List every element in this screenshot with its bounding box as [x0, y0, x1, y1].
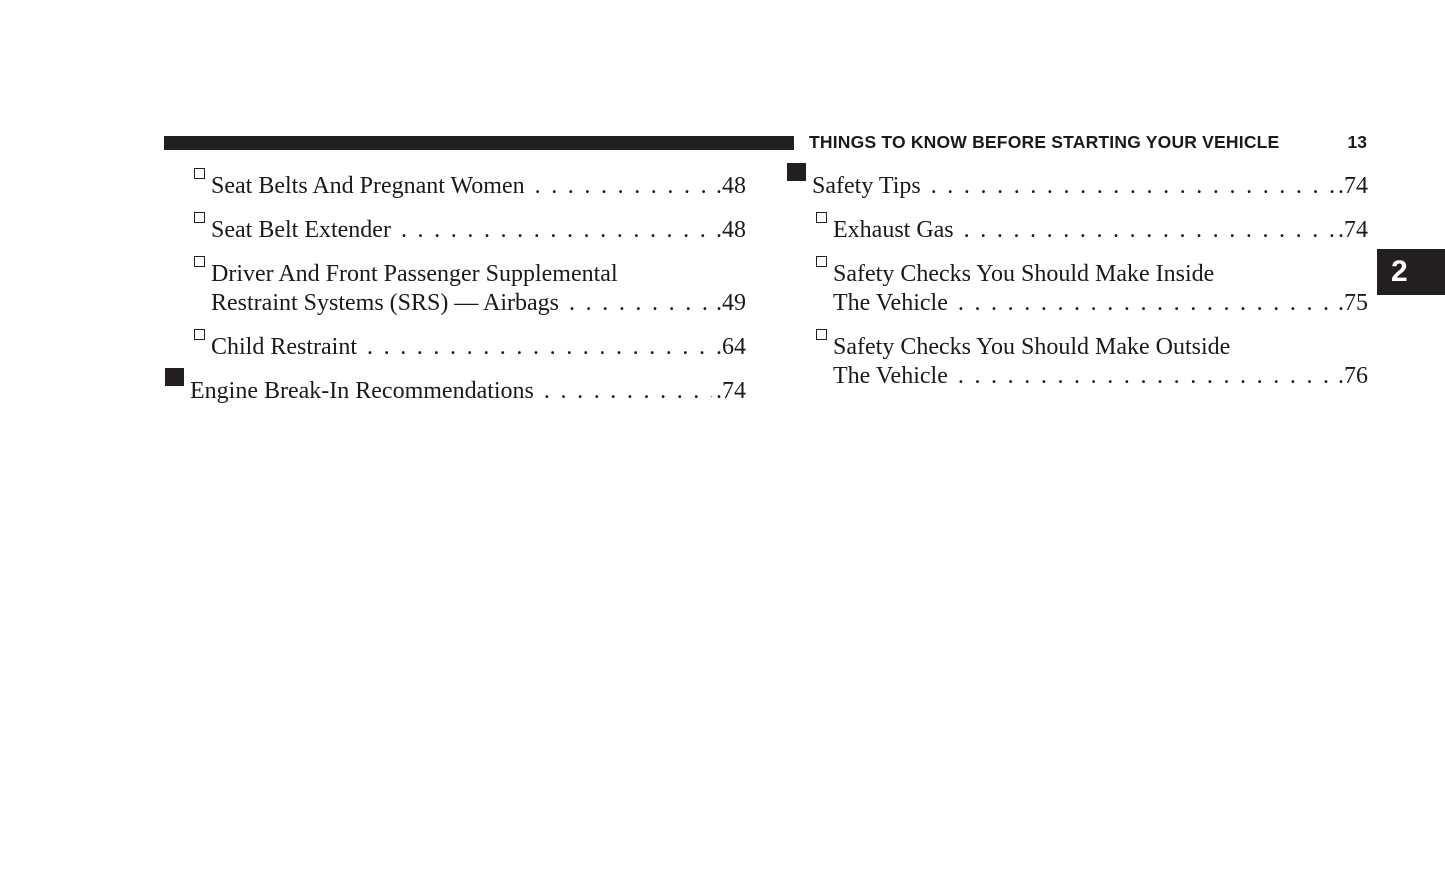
- dot-leader: [958, 362, 1334, 391]
- toc-entry[interactable]: [164, 216, 746, 245]
- open-square-bullet-icon: [815, 340, 833, 354]
- open-square-bullet-icon: [193, 179, 211, 193]
- toc-entry[interactable]: [164, 377, 746, 406]
- toc-entry-title: Child Restraint: [211, 334, 357, 360]
- toc-entry[interactable]: [164, 260, 746, 318]
- toc-entry[interactable]: [786, 260, 1368, 318]
- toc-entry-title-continued: The Vehicle: [833, 290, 948, 316]
- toc-entry-title: Driver And Front Passenger Supplemental: [211, 261, 618, 287]
- running-header-title: THINGS TO KNOW BEFORE STARTING YOUR VEHICLE: [809, 132, 1280, 152]
- open-square-bullet-icon: [193, 223, 211, 237]
- dot-leader: [535, 172, 712, 201]
- toc-entry-page: .48: [716, 173, 746, 199]
- toc-entry-page: .74: [1338, 217, 1368, 243]
- header-rule: [164, 136, 794, 150]
- toc-entry-page: .49: [716, 290, 746, 316]
- toc-right-column: [786, 172, 1368, 406]
- dot-leader: [569, 289, 712, 318]
- dot-leader: [367, 333, 712, 362]
- dot-leader: [958, 289, 1334, 318]
- filled-square-bullet-icon: [164, 384, 190, 398]
- toc-entry-title: Seat Belt Extender: [211, 217, 391, 243]
- chapter-tab[interactable]: 2: [1377, 249, 1445, 295]
- toc-entry-page: .76: [1338, 363, 1368, 389]
- toc-entry-page: .48: [716, 217, 746, 243]
- page-number: 13: [1347, 132, 1367, 152]
- open-square-bullet-icon: [193, 340, 211, 354]
- toc-entry[interactable]: [786, 172, 1368, 201]
- toc-entry-title-continued: Restraint Systems (SRS) — Airbags: [211, 290, 560, 316]
- toc-entry[interactable]: [164, 333, 746, 362]
- dot-leader: [401, 216, 712, 245]
- toc-entry[interactable]: [164, 172, 746, 201]
- toc-entry-title: Seat Belts And Pregnant Women: [211, 173, 525, 199]
- dot-leader: [964, 216, 1334, 245]
- toc-entry-page: .74: [716, 378, 746, 404]
- toc-left-column: [164, 172, 746, 421]
- open-square-bullet-icon: [815, 267, 833, 281]
- dot-leader: [544, 377, 712, 406]
- toc-entry[interactable]: [786, 216, 1368, 245]
- toc-entry[interactable]: [786, 333, 1368, 391]
- toc-entry-page: .75: [1338, 290, 1368, 316]
- toc-entry-title: Engine Break-In Recommendations: [190, 378, 534, 404]
- filled-square-bullet-icon: [786, 179, 812, 193]
- toc-entry-title-continued: The Vehicle: [833, 363, 948, 389]
- toc-entry-title: Safety Tips: [812, 173, 921, 199]
- toc-entry-page: .64: [716, 334, 746, 360]
- toc-entry-title: Exhaust Gas: [833, 217, 954, 243]
- open-square-bullet-icon: [193, 267, 211, 281]
- open-square-bullet-icon: [815, 223, 833, 237]
- toc-entry-page: .74: [1338, 173, 1368, 199]
- dot-leader: [931, 172, 1334, 201]
- toc-entry-title: Safety Checks You Should Make Inside: [833, 261, 1215, 287]
- toc-entry-title: Safety Checks You Should Make Outside: [833, 334, 1231, 360]
